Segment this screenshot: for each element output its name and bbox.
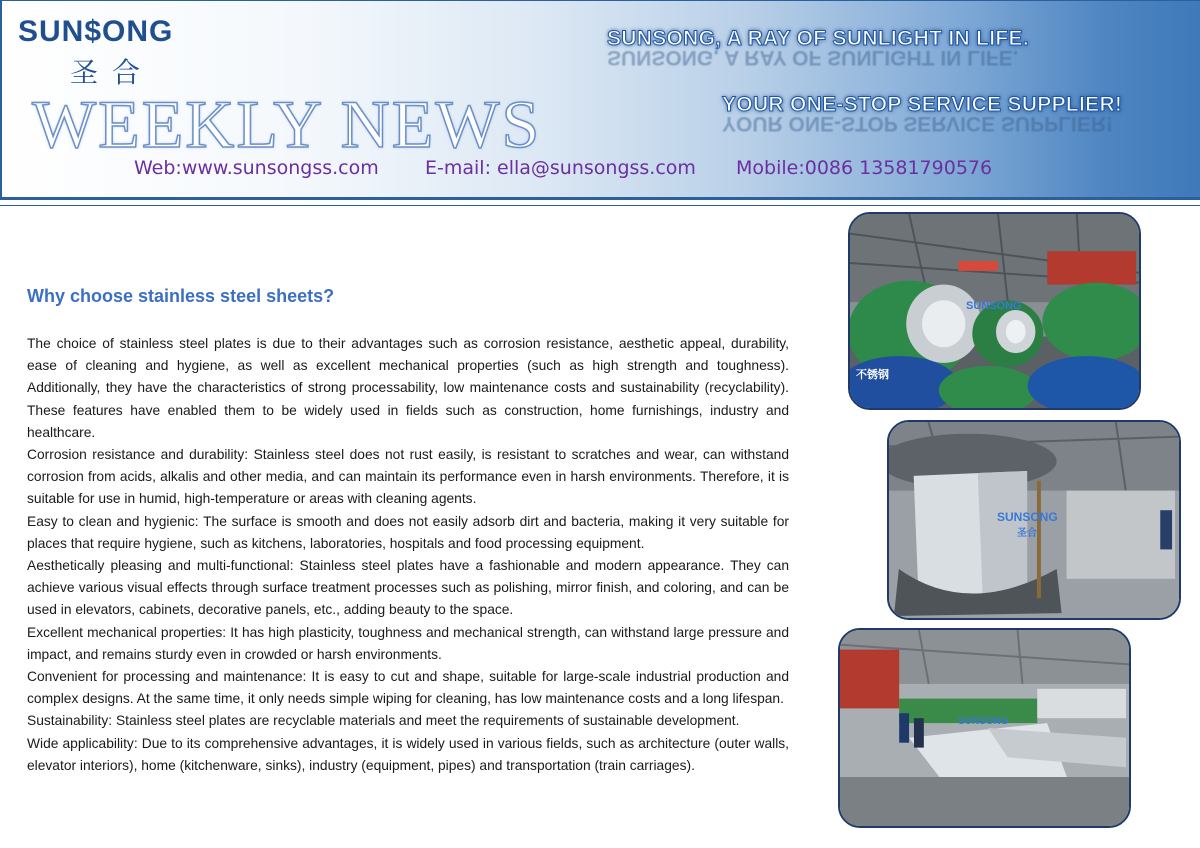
paragraph-mechanical: Excellent mechanical properties: It has high plasticity, toughness and mechanical strength, can withstand large pressure and impact, and remains sturdy even in crowded or harsh environments. [27,624,789,662]
photo-1-coil-label: 不锈钢 [856,369,889,381]
article-title: Why choose stainless steel sheets? [27,286,335,306]
paragraph-applicability: Wide applicability: Due to its comprehensive advantages, it is widely used in various fields, such as architecture (outer walls, elevator interiors), home (kitchenware, sinks), industry (equipment, pipes) and transportation (train carriages). [27,735,789,773]
paragraph-intro: The choice of stainless steel plates is due to their advantages such as corrosion resistance, aesthetic appeal, durability, ease of cleaning and hygiene, as well as excellent mechanical properties (such as high strength and toughness). Additionally, they have the characteristics of strong processability, low maintenance costs and sustainability (recyclability). These features have enabled them to be widely used in fields such as construction, home furnishings, industry and healthcare. [27,336,789,440]
contact-mobile: Mobile:0086 13581790576 [736,157,993,179]
header-divider [0,205,1200,206]
slogan-2: YOUR ONE-STOP SERVICE SUPPLIER! [722,93,1123,116]
paragraph-corrosion: Corrosion resistance and durability: Stainless steel does not rust easily, is resistant to scratches and wear, can withstand corrosion from acids, alkalis and other media, and can maintain its performance even in harsh environments. Therefore, it is suitable for use in humid, high-temperature or areas with cleaning agents. [27,447,789,507]
photo-steel-coils [848,212,1141,410]
paragraph-processing: Convenient for processing and maintenance: It is easy to cut and shape, suitable for large-scale industrial production and complex designs. At the same time, it only needs simple wiping for cleaning, has low maintenance costs and a long lifespan. [27,669,789,707]
photo-sheet-production [838,628,1131,828]
contact-email[interactable]: E-mail: ella@sunsongss.com [425,157,696,179]
logo-text-cn: 圣合 [70,56,155,89]
logo-text-en: SUN$ONG [18,15,174,48]
photo-2-watermark: SUNSONG [997,510,1058,524]
paragraph-sustainability: Sustainability: Stainless steel plates are recyclable materials and meet the requirements of sustainable development. [27,713,740,729]
paragraph-aesthetic: Aesthetically pleasing and multi-functional: Stainless steel plates have a fashionable and modern appearance. They can achieve various visual effects through surface treatment processes such as polishing, mirror finish, and coloring, and can be used in elevators, cabinets, decorative panels, etc., adding beauty to the space. [27,558,789,618]
header-banner [0,0,1200,200]
weekly-news-title: WEEKLY NEWS [32,86,542,162]
photo-1-watermark: SUNSONG [966,300,1022,312]
contact-web[interactable]: Web:www.sunsongss.com [134,157,379,179]
slogan-1-reflection: SUNSONG, A RAY OF SUNLIGHT IN LIFE. [607,46,1019,69]
slogan-2-reflection: YOUR ONE-STOP SERVICE SUPPLIER! [722,112,1113,135]
photo-2-watermark-cn: 圣合 [1017,528,1037,539]
slogan-1: SUNSONG, A RAY OF SUNLIGHT IN LIFE. [607,27,1029,50]
paragraph-hygiene: Easy to clean and hygienic: The surface is smooth and does not easily adsorb dirt and bacteria, making it very suitable for places that require hygiene, such as kitchens, laboratories, hospitals and food processing equipment. [27,513,789,551]
article-body [27,333,789,777]
photo-steel-drum [887,420,1181,620]
sunsong-logo [18,13,213,89]
photo-3-watermark: SUNSONG [958,716,1009,727]
